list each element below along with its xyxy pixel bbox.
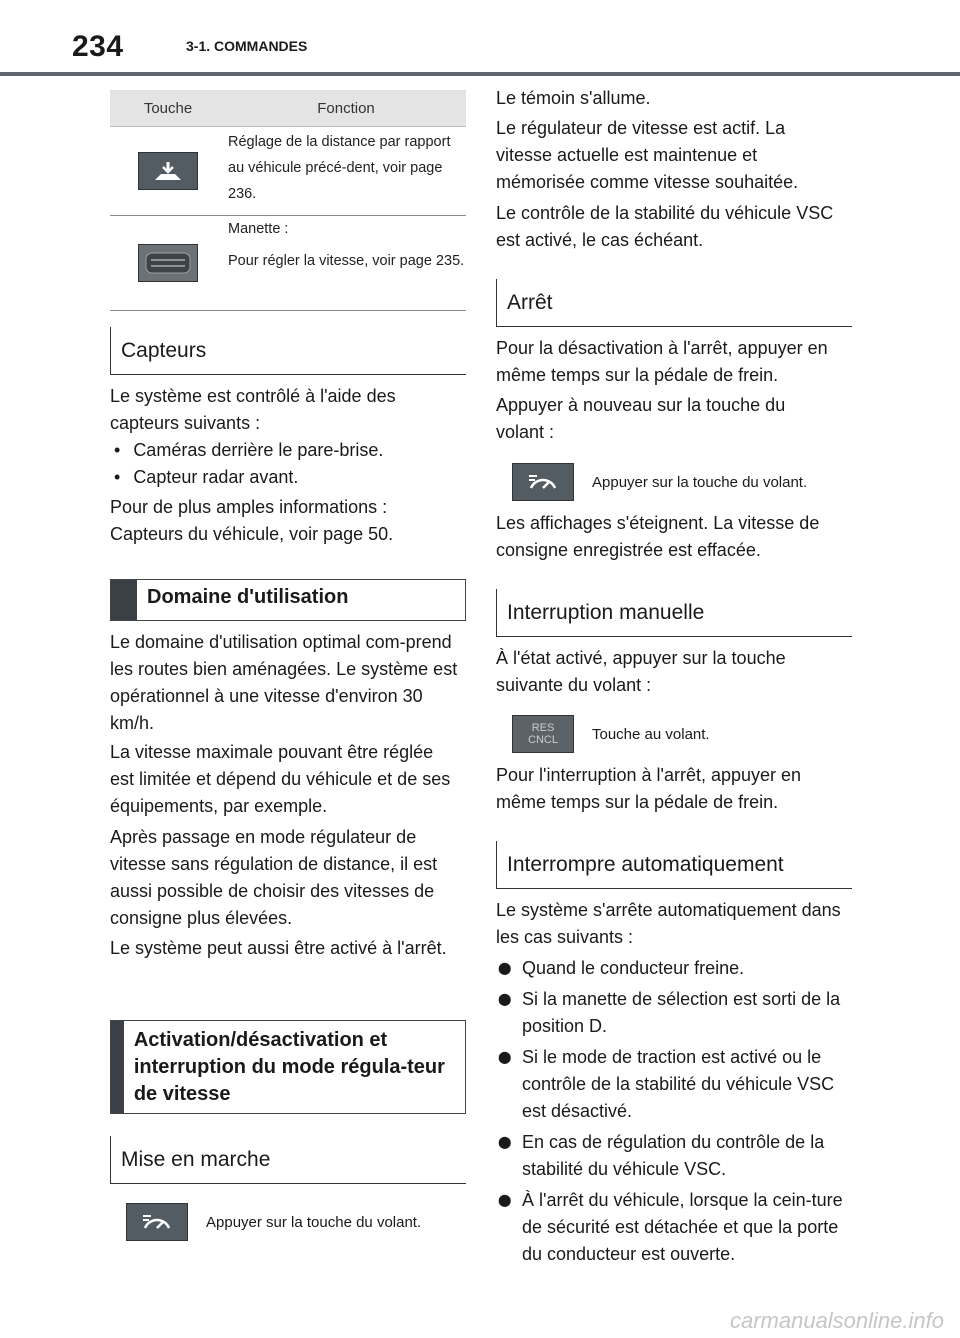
list-item: • Caméras derrière le pare-brise.	[114, 440, 384, 460]
list-item: ⬤ En cas de régulation du contrôle de la stabilité du véhicule VSC.	[498, 1132, 825, 1179]
interruption-paragraph: Pour l'interruption à l'arrêt, appuyer en même temps sur la pédale de frein.	[496, 765, 802, 812]
page-number: 234	[72, 30, 124, 63]
arret-heading: Arrêt	[496, 279, 852, 327]
cruise-control-button-icon	[512, 463, 574, 501]
table-header	[110, 90, 466, 127]
res-key-text: Touche au volant.	[592, 725, 710, 743]
table-row	[110, 216, 466, 311]
column-header-key: Touche	[143, 99, 193, 117]
table-cell-function: Réglage de la distance par rapport au véhicule précé-dent, voir page 236.	[228, 134, 451, 202]
mise-en-marche-heading: Mise en marche	[110, 1136, 466, 1184]
cruise-control-button-icon	[126, 1203, 188, 1241]
interrompre-automatiquement-heading: Interrompre automatiquement	[496, 841, 852, 889]
watermark: carmanualsonline.info	[729, 1308, 944, 1333]
lever-icon	[138, 244, 198, 282]
column-header-function: Fonction	[317, 99, 375, 117]
domaine-heading: Domaine d'utilisation	[147, 586, 349, 608]
right-paragraph: Le témoin s'allume.	[496, 88, 651, 108]
domaine-paragraph: Le système peut aussi être activé à l'arrêt.	[110, 938, 447, 958]
list-item: • Capteur radar avant.	[114, 467, 299, 487]
arret-paragraph: Appuyer à nouveau sur la touche du volant :	[496, 395, 786, 442]
right-paragraph: Le contrôle de la stabilité du véhicule VSC est activé, le cas échéant.	[496, 203, 834, 250]
activation-heading-box	[110, 1020, 466, 1114]
activation-heading: Activation/désactivation et interruption du mode régula-teur de vitesse	[133, 1029, 445, 1105]
interruption-paragraph: À l'état activé, appuyer sur la touche suivante du volant :	[496, 648, 786, 695]
header-divider	[0, 72, 960, 76]
list-item: ⬤ Si le mode de traction est activé ou le contrôle de la stabilité du véhicule VSC est désactivé.	[498, 1047, 835, 1121]
domaine-paragraph: Après passage en mode régulateur de vitesse sans régulation de distance, il est aussi possible de choisir des vitesses de consigne plus élevées.	[110, 827, 438, 928]
capteurs-heading: Capteurs	[110, 327, 466, 375]
right-paragraph: Le régulateur de vitesse est actif. La vitesse actuelle est maintenue et mémorisée comme vitesse souhaitée.	[496, 118, 799, 192]
section-title: 3-1. COMMANDES	[186, 38, 308, 54]
res-cncl-button-icon: RES CNCL	[512, 715, 574, 753]
distance-down-icon	[138, 152, 198, 190]
arret-paragraph: Les affichages s'éteignent. La vitesse de consigne enregistrée est effacée.	[496, 513, 820, 560]
mise-en-marche-key-text: Appuyer sur la touche du volant.	[206, 1213, 422, 1231]
domaine-heading-box	[110, 579, 466, 621]
table-cell-function-detail: Pour régler la vitesse, voir page 235.	[228, 253, 465, 269]
table-cell-function: Manette :	[228, 221, 289, 237]
capteurs-more-info: Pour de plus amples informations : Capteurs du véhicule, voir page 50.	[110, 497, 394, 544]
interruption-manuelle-heading: Interruption manuelle	[496, 589, 852, 637]
controls-table	[110, 90, 466, 311]
domaine-paragraph: La vitesse maximale pouvant être réglée est limitée et dépend du véhicule et de ses équipements, par exemple.	[110, 742, 451, 816]
table-row	[110, 127, 466, 216]
list-item: ⬤ À l'arrêt du véhicule, lorsque la cein-ture de sécurité est détachée et que la porte du conducteur est ouverte.	[498, 1190, 843, 1264]
auto-list	[498, 955, 850, 1268]
arret-paragraph: Pour la désactivation à l'arrêt, appuyer en même temps sur la pédale de frein.	[496, 338, 828, 385]
capteurs-intro: Le système est contrôlé à l'aide des capteurs suivants :	[110, 386, 396, 433]
list-item: ⬤ Quand le conducteur freine.	[498, 958, 745, 978]
domaine-paragraph: Le domaine d'utilisation optimal com-prend les routes bien aménagées. Le système est opérationnel à une vitesse d'environ 30 km/h.	[110, 632, 458, 733]
list-item: ⬤ Si la manette de sélection est sorti de la position D.	[498, 989, 841, 1036]
auto-intro: Le système s'arrête automatiquement dans les cas suivants :	[496, 900, 841, 947]
arret-key-text: Appuyer sur la touche du volant.	[592, 473, 808, 491]
